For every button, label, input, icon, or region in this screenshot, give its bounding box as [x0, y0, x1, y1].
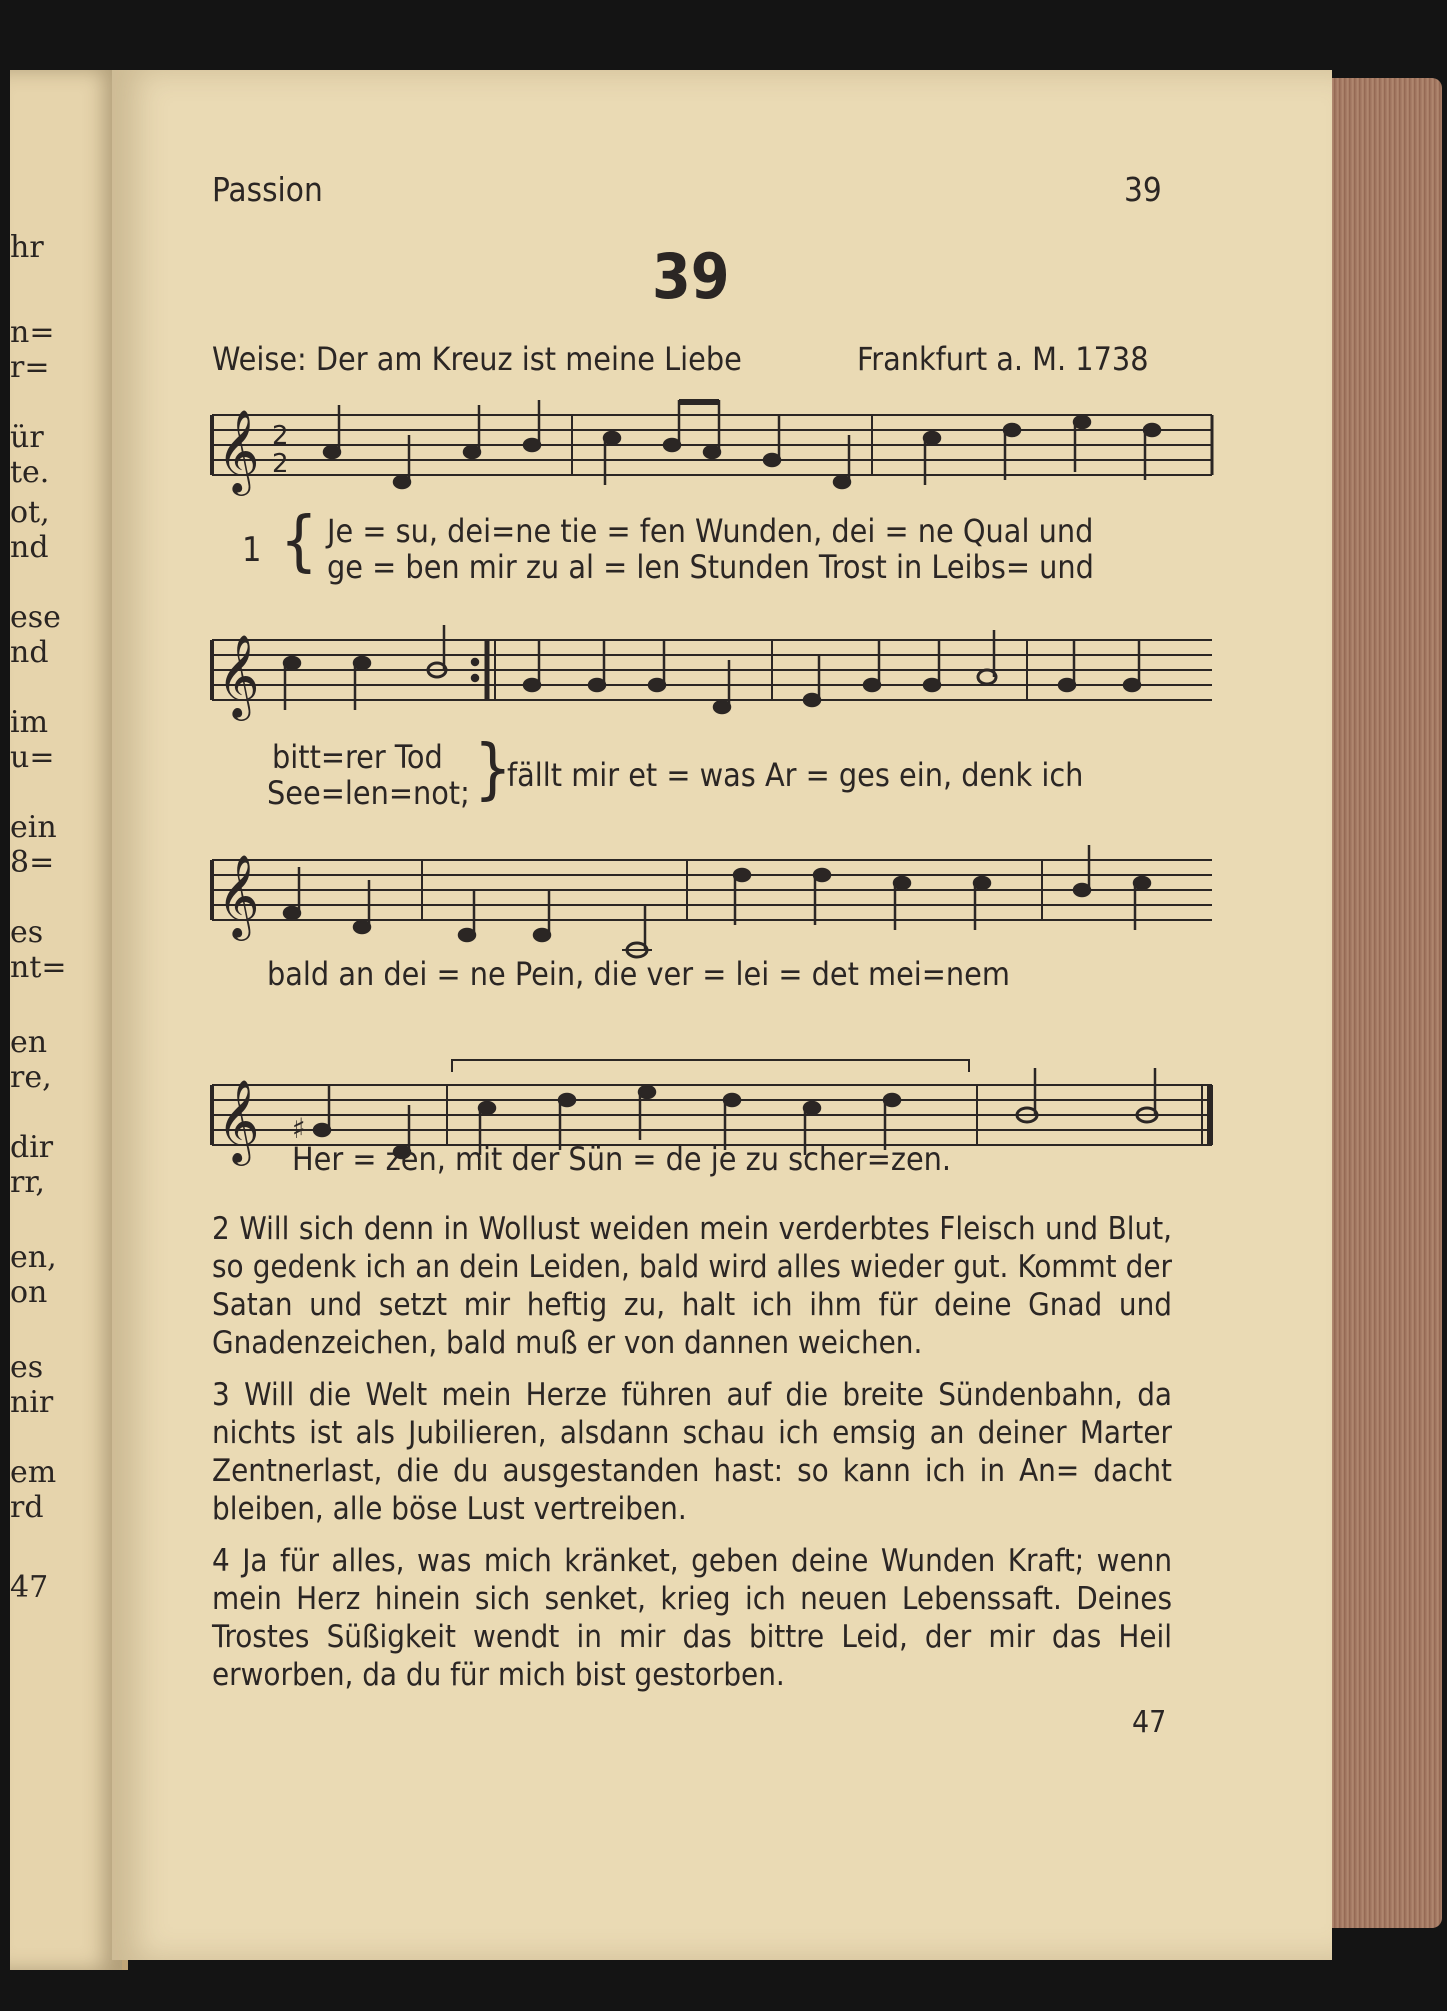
melody-title: Weise: Der am Kreuz ist meine Liebe: [212, 340, 742, 378]
clef-icon: 𝄞: [217, 408, 260, 492]
lyric-line: fällt mir et = was Ar = ges ein, denk ich: [507, 756, 1084, 794]
header-page-number: 39: [1124, 170, 1162, 209]
verse-number: 1: [242, 530, 262, 570]
verses-block: [212, 1210, 1172, 1708]
right-page: [112, 70, 1332, 1960]
music-staff: [212, 400, 1212, 510]
left-fragment: nt=: [10, 950, 67, 985]
left-fragment: rd: [10, 1490, 44, 1525]
left-fragment: es: [10, 1350, 44, 1385]
clef-icon: 𝄞: [217, 853, 260, 937]
left-fragment: r=: [10, 350, 50, 385]
page-edges: [1320, 78, 1442, 1928]
svg-text:♯: ♯: [292, 1112, 306, 1145]
verse-paragraph: 4 Ja für alles, was mich kränket, geben deine Wunden Kraft; wenn mein Herz hinein sich senket, krieg ich neuen Lebenssaft. Deines Trostes Süßigkeit wendt in mir das bittre Leid, der mir das Heil erworben, da du für mich bist gestorben.: [212, 1543, 1172, 1693]
left-fragment: ein: [10, 810, 57, 845]
section-header: Passion: [212, 170, 323, 209]
lyric-brace: }: [474, 730, 512, 807]
clef-icon: 𝄞: [217, 633, 260, 717]
melody-origin: Frankfurt a. M. 1738: [857, 340, 1149, 378]
lyric-line: bald an dei = ne Pein, die ver = lei = det mei=nem: [267, 955, 1010, 993]
left-fragment: nir: [10, 1385, 54, 1420]
lyric-line: Je = su, dei=ne tie = fen Wunden, dei = ne Qual und: [327, 512, 1094, 550]
verse-paragraph: 2 Will sich denn in Wollust weiden mein verderbtes Fleisch und Blut, so gedenk ich an dein Leiden, bald wird alles wieder gut. Kommt der Satan und setzt mir heftig zu, halt ich ihm für deine Gnad und Gnadenzeichen, bald muß er von dannen weichen.: [212, 1211, 1172, 1361]
left-fragment: hr: [10, 230, 44, 265]
music-staff: [212, 625, 1212, 735]
left-fragment: ür: [10, 420, 44, 455]
clef-icon: 𝄞: [217, 1078, 260, 1162]
left-fragment: rr,: [10, 1165, 45, 1200]
lyric-brace: {: [280, 502, 318, 579]
footer-page-number: 47: [1132, 1705, 1167, 1740]
left-fragment: ot,: [10, 495, 50, 530]
left-fragment: 47: [10, 1570, 49, 1605]
left-fragment: em: [10, 1455, 57, 1490]
left-fragment: en: [10, 1025, 48, 1060]
left-fragment: 8=: [10, 845, 55, 880]
left-fragment: on: [10, 1275, 48, 1310]
left-fragment: n=: [10, 315, 55, 350]
lyric-line: See=len=not;: [267, 774, 470, 812]
left-fragment: im: [10, 705, 49, 740]
hymn-number: 39: [652, 240, 730, 313]
left-fragment: en,: [10, 1240, 57, 1275]
left-fragment: ese: [10, 600, 61, 635]
lyric-line: Her = zen, mit der Sün = de je zu scher=zen.: [292, 1140, 952, 1178]
lyric-line: bitt=rer Tod: [272, 738, 443, 776]
left-fragment: nd: [10, 635, 49, 670]
left-fragment: u=: [10, 740, 55, 775]
left-fragment: dir: [10, 1130, 54, 1165]
left-fragment: re,: [10, 1060, 52, 1095]
svg-text:2: 2: [272, 449, 289, 479]
left-fragment: es: [10, 915, 44, 950]
verse-paragraph: 3 Will die Welt mein Herze führen auf die breite Sündenbahn, da nichts ist als Jubilieren, alsdann schau ich emsig an deiner Marter Zentnerlast, die du ausgestanden hast: so kann ich in An= dacht bleiben, alle böse Lust vertreiben.: [212, 1377, 1172, 1527]
svg-text:2: 2: [272, 421, 289, 451]
left-fragment: nd: [10, 530, 49, 565]
left-fragment: te.: [10, 455, 50, 490]
left-page: [10, 70, 128, 1970]
lyric-line: ge = ben mir zu al = len Stunden Trost in Leibs= und: [327, 548, 1094, 586]
music-staff: [212, 845, 1212, 955]
